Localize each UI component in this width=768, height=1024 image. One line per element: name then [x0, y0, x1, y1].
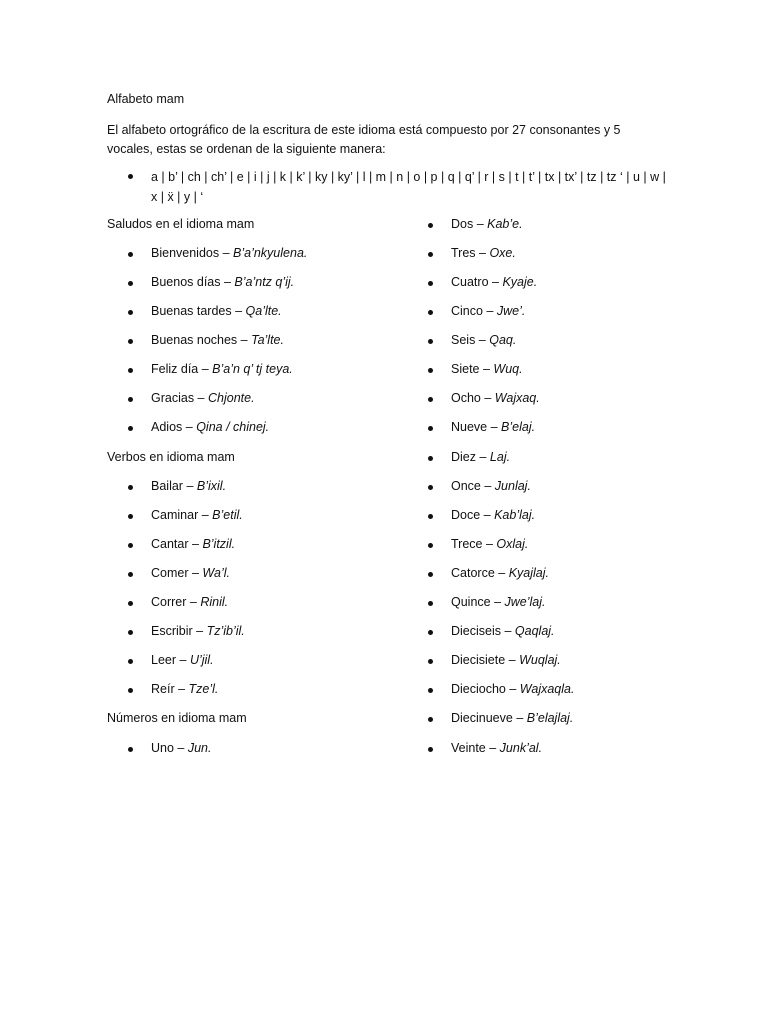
- spanish-word: Quince: [451, 595, 491, 609]
- list-item: [451, 595, 546, 609]
- bullet-icon: [128, 339, 133, 344]
- spanish-word: Dieciseis: [451, 624, 502, 638]
- spanish-word: Veinte: [451, 741, 486, 755]
- mam-word: Wajxaq.: [494, 391, 540, 405]
- mam-word: Oxlaj.: [496, 537, 529, 551]
- dash: –: [494, 566, 509, 580]
- spanish-word: Buenas noches: [151, 333, 238, 347]
- bullet-icon: [428, 368, 433, 373]
- intro-paragraph: El alfabeto ortográfico de la escritura de este idioma está compuesto por 27 consonantes y 5 vocales, estas se ordenan de la siguiente manera:: [107, 123, 621, 156]
- bullet-icon: [428, 688, 433, 693]
- list-item: [151, 304, 282, 318]
- list-item: [151, 479, 226, 493]
- list-item: [151, 653, 214, 667]
- dash: –: [505, 653, 520, 667]
- list-item: [451, 711, 573, 725]
- dash: –: [476, 450, 490, 464]
- mam-word: U’jil.: [189, 653, 214, 667]
- dash: –: [490, 595, 505, 609]
- bullet-icon: [428, 252, 433, 257]
- spanish-word: Escribir: [151, 624, 193, 638]
- mam-word: B’ixil.: [196, 479, 227, 493]
- dash: –: [220, 275, 235, 289]
- mam-word: B’etil.: [212, 508, 243, 522]
- list-item: [451, 450, 510, 464]
- dash: –: [479, 362, 494, 376]
- mam-word: Wa’l.: [202, 566, 230, 580]
- spanish-word: Bienvenidos: [151, 246, 220, 260]
- bullet-icon: [428, 456, 433, 461]
- bullet-icon: [128, 397, 133, 402]
- list-item: [451, 246, 516, 260]
- mam-word: Chjonte.: [207, 391, 255, 405]
- dash: –: [176, 653, 190, 667]
- bullet-icon: [428, 397, 433, 402]
- dash: –: [512, 711, 527, 725]
- dash: –: [488, 275, 503, 289]
- list-item: [151, 246, 307, 260]
- spanish-word: Adios: [151, 420, 183, 434]
- mam-word: Jun.: [187, 741, 212, 755]
- mam-word: Qaq.: [489, 333, 517, 347]
- list-item: [451, 479, 531, 493]
- list-item: [451, 333, 516, 347]
- bullet-icon: [428, 572, 433, 577]
- dash: –: [219, 246, 234, 260]
- spanish-word: Dos: [451, 217, 474, 231]
- mam-word: B’elajlaj.: [526, 711, 574, 725]
- bullet-icon: [428, 281, 433, 286]
- dash: –: [480, 508, 495, 522]
- list-item: [451, 217, 523, 231]
- mam-word: Tz’ib’il.: [206, 624, 245, 638]
- dash: –: [194, 391, 208, 405]
- mam-word: B’a’ntz q’ij.: [234, 275, 295, 289]
- mam-word: Ta’lte.: [251, 333, 284, 347]
- bullet-icon: [428, 659, 433, 664]
- list-item: [451, 537, 528, 551]
- dash: –: [482, 537, 497, 551]
- dash: –: [198, 362, 213, 376]
- dash: –: [174, 682, 189, 696]
- dash: –: [182, 479, 197, 493]
- list-item: [451, 624, 555, 638]
- mam-word: Qa’lte.: [245, 304, 282, 318]
- bullet-icon: [428, 747, 433, 752]
- mam-word: B’itzil.: [202, 537, 236, 551]
- bullet-icon: [428, 601, 433, 606]
- spanish-word: Nueve: [451, 420, 488, 434]
- mam-word: Junlaj.: [494, 479, 531, 493]
- bullet-icon: [128, 174, 133, 179]
- list-item: [151, 682, 218, 696]
- numbers-heading: Números en idioma mam: [107, 711, 247, 725]
- mam-word: Rinil.: [200, 595, 229, 609]
- spanish-word: Dieciocho: [451, 682, 506, 696]
- mam-word: Kab’e.: [487, 217, 523, 231]
- bullet-icon: [428, 543, 433, 548]
- list-item: [151, 275, 294, 289]
- dash: –: [188, 537, 203, 551]
- dash: –: [480, 479, 495, 493]
- bullet-icon: [128, 659, 133, 664]
- mam-word: Qina / chinej.: [196, 420, 270, 434]
- list-item: [451, 420, 535, 434]
- dash: –: [475, 246, 490, 260]
- spanish-word: Leer: [151, 653, 177, 667]
- dash: –: [192, 624, 207, 638]
- spanish-word: Buenas tardes: [151, 304, 232, 318]
- mam-word: Wuqlaj.: [519, 653, 561, 667]
- dash: –: [198, 508, 213, 522]
- bullet-icon: [428, 485, 433, 490]
- bullet-icon: [428, 310, 433, 315]
- dash: –: [186, 595, 201, 609]
- bullet-icon: [428, 223, 433, 228]
- mam-word: Qaqlaj.: [514, 624, 555, 638]
- list-item: [151, 420, 269, 434]
- bullet-icon: [128, 252, 133, 257]
- mam-word: B’a’nkyulena.: [233, 246, 308, 260]
- bullet-icon: [128, 630, 133, 635]
- bullet-icon: [128, 514, 133, 519]
- spanish-word: Cuatro: [451, 275, 489, 289]
- greetings-heading: Saludos en el idioma mam: [107, 217, 255, 231]
- bullet-icon: [128, 485, 133, 490]
- dash: –: [501, 624, 515, 638]
- list-item: [151, 624, 245, 638]
- list-item: [151, 508, 243, 522]
- mam-word: Wajxaqla.: [519, 682, 575, 696]
- list-item: [151, 362, 293, 376]
- bullet-icon: [128, 310, 133, 315]
- list-item: [151, 566, 230, 580]
- bullet-icon: [128, 601, 133, 606]
- alphabet-list: a | b’ | ch | ch’ | e | i | j | k | k’ | ky | ky’ | l | m | n | o | p | q | q’ | r | s | t | t’ | tx | tx’ | tz | tz ‘ | u | w | x | ẍ | y | ‘: [151, 170, 666, 204]
- list-item: [451, 653, 561, 667]
- document-title: Alfabeto mam: [107, 92, 185, 106]
- spanish-word: Bailar: [151, 479, 183, 493]
- spanish-word: Caminar: [151, 508, 199, 522]
- list-item: [151, 333, 284, 347]
- bullet-icon: [128, 543, 133, 548]
- list-item: [451, 741, 542, 755]
- spanish-word: Uno: [151, 741, 174, 755]
- bullet-icon: [428, 339, 433, 344]
- spanish-word: Trece: [451, 537, 483, 551]
- dash: –: [505, 682, 520, 696]
- list-item: [151, 595, 228, 609]
- list-item: [451, 304, 525, 318]
- spanish-word: Once: [451, 479, 481, 493]
- dash: –: [480, 391, 495, 405]
- list-item: [451, 391, 540, 405]
- mam-word: Kab’laj.: [494, 508, 536, 522]
- mam-word: B’elaj.: [501, 420, 536, 434]
- bullet-icon: [128, 688, 133, 693]
- mam-word: Jwe’laj.: [504, 595, 546, 609]
- spanish-word: Diecisiete: [451, 653, 506, 667]
- bullet-icon: [128, 368, 133, 373]
- dash: –: [485, 741, 500, 755]
- mam-word: Wuq.: [493, 362, 523, 376]
- dash: –: [173, 741, 188, 755]
- dash: –: [482, 304, 497, 318]
- spanish-word: Diecinueve: [451, 711, 513, 725]
- bullet-icon: [428, 514, 433, 519]
- mam-word: Tze’l.: [188, 682, 219, 696]
- list-item: [451, 275, 537, 289]
- spanish-word: Seis: [451, 333, 476, 347]
- mam-word: Kyaje.: [502, 275, 538, 289]
- list-item: [151, 537, 235, 551]
- spanish-word: Cinco: [451, 304, 483, 318]
- bullet-icon: [428, 717, 433, 722]
- bullet-icon: [128, 572, 133, 577]
- spanish-word: Tres: [451, 246, 476, 260]
- spanish-word: Comer: [151, 566, 189, 580]
- mam-word: Oxe.: [489, 246, 516, 260]
- list-item: [451, 508, 535, 522]
- list-item: [151, 741, 211, 755]
- dash: –: [475, 333, 490, 347]
- spanish-word: Reír: [151, 682, 175, 696]
- list-item: [451, 566, 549, 580]
- list-item: [451, 362, 523, 376]
- spanish-word: Correr: [151, 595, 187, 609]
- spanish-word: Cantar: [151, 537, 189, 551]
- dash: –: [237, 333, 252, 347]
- spanish-word: Diez: [451, 450, 477, 464]
- bullet-icon: [428, 630, 433, 635]
- spanish-word: Gracias: [151, 391, 195, 405]
- spanish-word: Buenos días: [151, 275, 221, 289]
- dash: –: [188, 566, 203, 580]
- bullet-icon: [128, 747, 133, 752]
- dash: –: [182, 420, 197, 434]
- spanish-word: Ocho: [451, 391, 481, 405]
- mam-word: Kyajlaj.: [508, 566, 549, 580]
- mam-word: Jwe’.: [496, 304, 526, 318]
- dash: –: [473, 217, 488, 231]
- bullet-icon: [428, 426, 433, 431]
- bullet-icon: [128, 281, 133, 286]
- dash: –: [231, 304, 246, 318]
- verbs-heading: Verbos en idioma mam: [107, 450, 235, 464]
- list-item: [451, 682, 574, 696]
- mam-word: B’a’n q’ tj teya.: [212, 362, 293, 376]
- bullet-icon: [128, 426, 133, 431]
- spanish-word: Feliz día: [151, 362, 199, 376]
- list-item: [151, 391, 255, 405]
- spanish-word: Catorce: [451, 566, 495, 580]
- dash: –: [487, 420, 502, 434]
- spanish-word: Siete: [451, 362, 480, 376]
- spanish-word: Doce: [451, 508, 481, 522]
- mam-word: Laj.: [489, 450, 511, 464]
- mam-word: Junk’al.: [499, 741, 543, 755]
